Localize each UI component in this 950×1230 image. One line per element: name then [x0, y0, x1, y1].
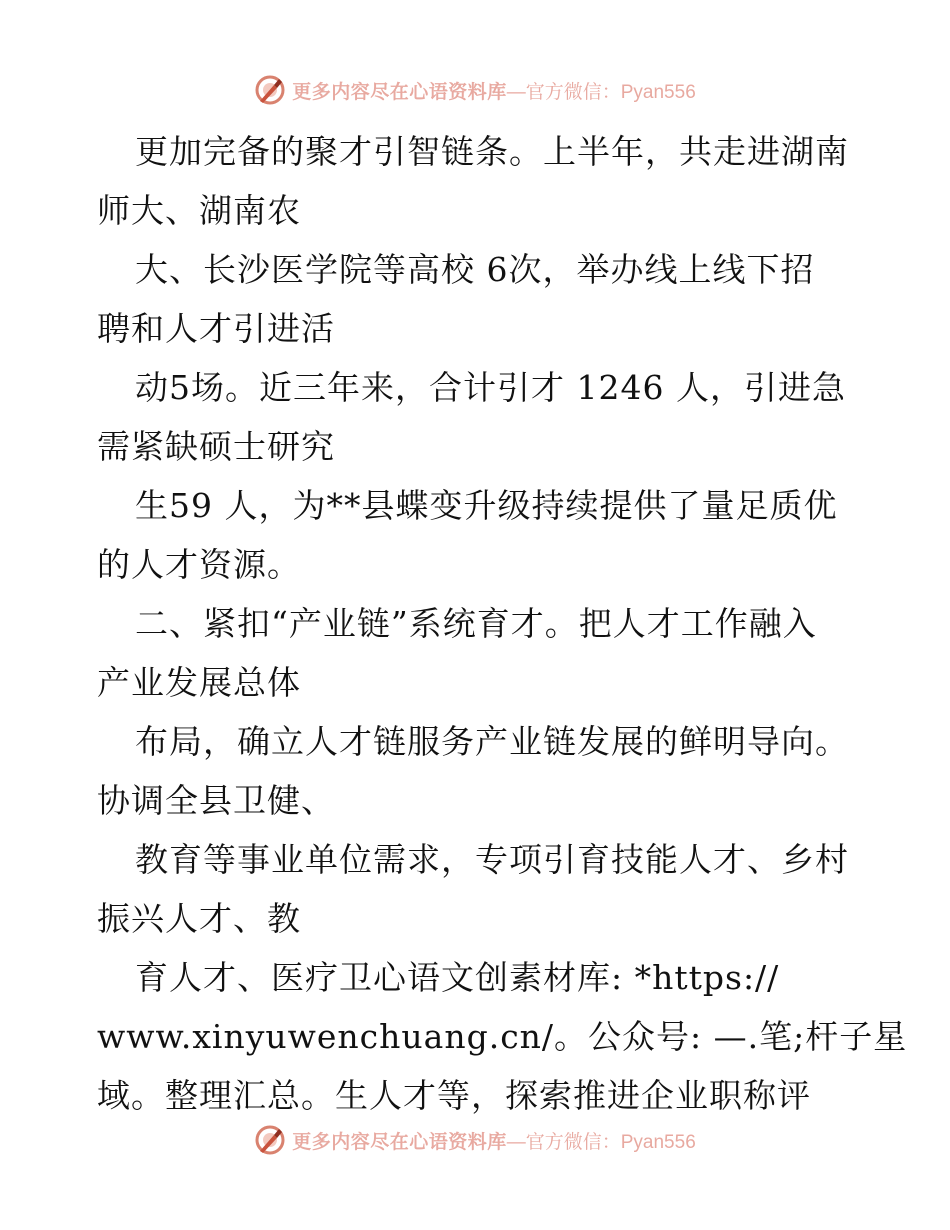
text-line: 更加完备的聚才引智链条。上半年，共走进湖南	[135, 132, 849, 171]
text-line: 教育等事业单位需求，专项引育技能人才、乡村	[135, 840, 849, 879]
text-line: 育人才、医疗卫心语文创素材库: *https://	[135, 958, 780, 997]
text-line: 振兴人才、教	[97, 899, 301, 938]
header-banner-contact: —官方微信：Pyan556	[506, 81, 696, 103]
document-body	[97, 122, 908, 1125]
text-line: 的人才资源。	[97, 545, 301, 584]
footer-banner-contact: —官方微信：Pyan556	[506, 1131, 696, 1153]
text-line: 协调全县卫健、	[97, 781, 335, 820]
text-line: 布局，确立人才链服务产业链发展的鲜明导向。	[135, 722, 849, 761]
text-line: 师大、湖南农	[97, 191, 301, 230]
text-line: 产业发展总体	[97, 663, 301, 702]
text-line: 域。整理汇总。生人才等，探索推进企业职称评	[97, 1076, 811, 1115]
footer-banner-title: 更多内容尽在心语资料库	[292, 1130, 507, 1153]
pen-logo-icon	[254, 74, 286, 106]
header-banner-title: 更多内容尽在心语资料库	[292, 80, 507, 103]
text-line: 需紧缺硕士研究	[97, 427, 335, 466]
text-line: 二、紧扣“产业链”系统育才。把人才工作融入	[135, 604, 817, 643]
header-banner	[0, 70, 950, 110]
pen-logo-icon	[254, 1124, 286, 1156]
text-line: 生59 人，为**县蝶变升级持续提供了量足质优	[135, 486, 838, 525]
text-line: 动5场。近三年来，合计引才 1246 人，引进急	[135, 368, 846, 407]
text-line: 聘和人才引进活	[97, 309, 335, 348]
text-line: www.xinyuwenchuang.cn/。公众号: —.笔;杆子星	[97, 1017, 908, 1056]
footer-banner	[0, 1120, 950, 1160]
text-line: 大、长沙医学院等高校 6次，举办线上线下招	[135, 250, 815, 289]
